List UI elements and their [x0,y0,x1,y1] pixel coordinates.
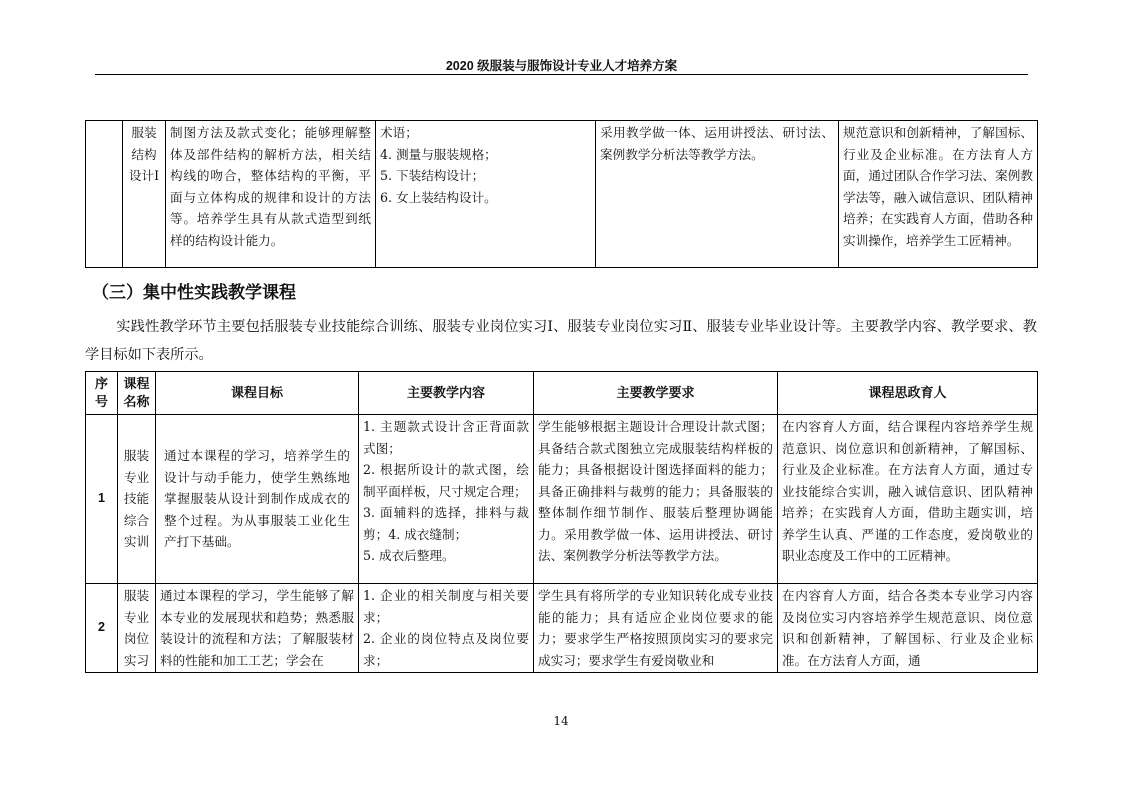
cell-course-name: 服装专业技能综合实训 [118,415,156,584]
content-line: 2. 根据所设计的款式图，绘制平面样板，尺寸规定合理； [363,462,529,499]
cell-num [86,121,123,268]
cell-num: 2 [86,584,118,673]
content-line: 5. 成衣后整理。 [363,548,455,563]
table-row [86,584,1038,673]
cell-goal: 通过本课程的学习，培养学生的设计与动手能力，使学生熟练地掌握服装从设计到制作成成衣的整个过程。为从事服装工业化生产打下基础。 [156,415,359,584]
cell-content [376,121,596,268]
cell-requirement: 学生具有将所学的专业知识转化成专业技能的能力；具有适应企业岗位要求的能力；要求学生严格按照顶岗实习的要求完成实习；要求学生有爱岗敬业和 [534,584,778,673]
cell-course-name: 服装结构设计Ⅰ [123,121,166,268]
content-line: 6. 女上装结构设计。 [380,189,497,205]
cell-ideology: 在内容育人方面，结合各类本专业学习内容及岗位实习内容培养学生规范意识、岗位意识和创新精神，了解国标、行业及企业标准。在方法育人方面，通 [778,584,1038,673]
header-rule [95,74,1028,75]
header-content: 主要教学内容 [359,372,534,415]
section-intro: 实践性教学环节主要包括服装专业技能综合训练、服装专业岗位实习Ⅰ、服装专业岗位实习Ⅱ、服装专业毕业设计等。主要教学内容、教学要求、教学目标如下表所示。 [85,319,1037,363]
cell-course-name: 服装专业岗位实习 [118,584,156,673]
section-title: （三）集中性实践教学课程 [92,283,296,302]
content-line: 2. 企业的岗位特点及岗位要求； [363,631,529,668]
cell-requirement: 学生能够根据主题设计合理设计款式图；具备结合款式图独立完成服装结构样板的能力；具备根据设计图选择面料的能力；具备正确排料与裁剪的能力；具备服装的整体制作细节制作、服装后整理协调能力。采用教学做一体、运用讲授法、研讨法、案例教学分析法等教学方法。 [534,415,778,584]
table-row [86,415,1038,584]
cell-goal: 通过本课程的学习，学生能够了解本专业的发展现状和趋势；熟悉服装设计的流程和方法；了解服装材料的性能和加工工艺；学会在 [156,584,359,673]
header-requirement: 主要教学要求 [534,372,778,415]
cell-requirement: 采用教学做一体、运用讲授法、研讨法、案例教学分析法等教学方法。 [596,121,839,268]
cell-ideology: 在内容育人方面，结合课程内容培养学生规范意识、岗位意识和创新精神，了解国标、行业及企业标准。在方法育人方面，通过专业技能综合实训，融入诚信意识、团队精神培养；在实践育人方面，借助主题实训，培养学生认真、严谨的工作态度，爱岗敬业的职业态度及工作中的工匠精神。 [778,415,1038,584]
content-line: 术语； [380,125,418,140]
header-goal: 课程目标 [156,372,359,415]
content-line: 3. 面辅料的选择，排料与裁剪；4. 成衣缝制； [363,505,529,542]
cell-ideology: 规范意识和创新精神，了解国标、行业及企业标准。在方法育人方面，通过团队合作学习法、案例教学法等，融入诚信意识、团队精神培养；在实践育人方面，借助各种实训操作，培养学生工匠精神。 [839,121,1038,268]
content-line: 4. 测量与服装规格； [380,146,497,162]
content-line: 1. 主题款式设计含正背面款式图； [363,419,529,456]
cell-goal: 制图方法及款式变化；能够理解整体及部件结构的解析方法，相关结构线的吻合，整体结构的平衡，平面与立体构成的规律和设计的方法等。培养学生具有从款式造型到纸样的结构设计能力。 [166,121,376,268]
cell-num: 1 [86,415,118,584]
cell-content [359,584,534,673]
content-line: 5. 下装结构设计； [380,168,485,183]
header-ideology: 课程思政育人 [778,372,1038,415]
header-num: 序号 [86,372,118,415]
table-row [86,121,1038,268]
table-header-row [86,372,1038,415]
content-line: 1. 企业的相关制度与相关要求； [363,588,529,625]
cell-content [359,415,534,584]
header-course: 课程名称 [118,372,156,415]
practice-course-table [85,371,1038,673]
page-header: 2020 级服装与服饰设计专业人才培养方案 [445,59,678,73]
course-table-continued [85,120,1038,268]
page-number: 14 [553,714,569,728]
